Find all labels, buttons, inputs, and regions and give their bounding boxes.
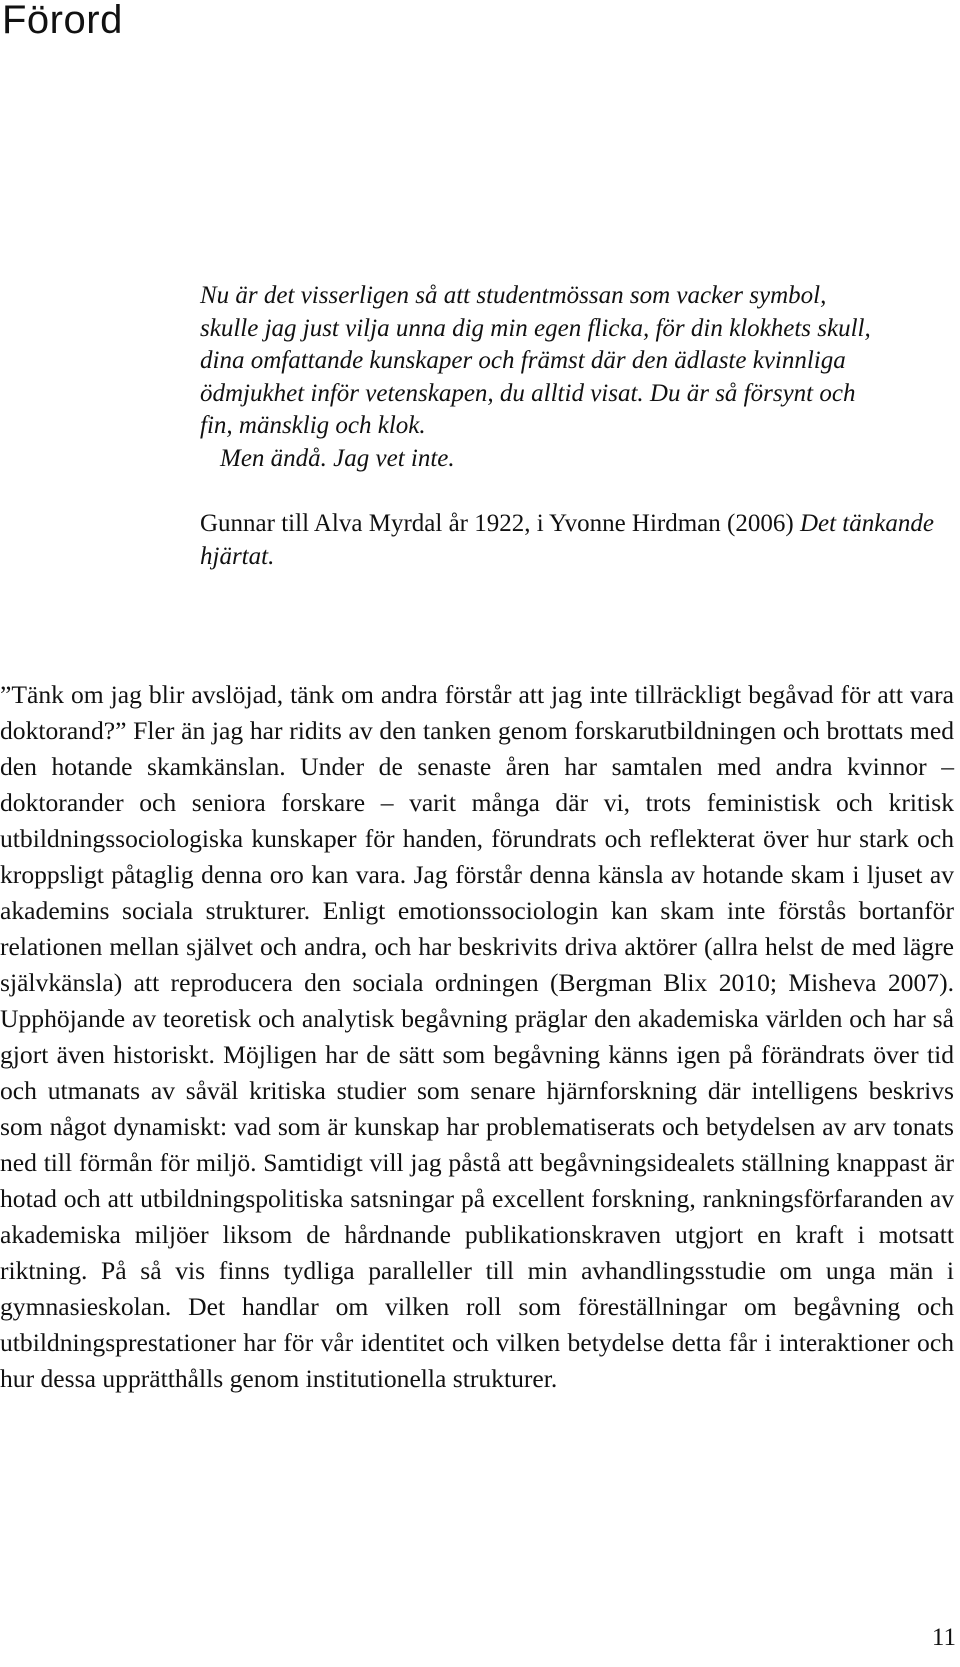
- attribution-text: Gunnar till Alva Myrdal år 1922, i Yvonne Hirdman (2006): [200, 510, 800, 537]
- epigraph-line: fin, mänsklig och klok.: [200, 412, 426, 439]
- epigraph-quote: [200, 280, 950, 475]
- epigraph-line: Nu är det visserligen så att studentmössan som vacker symbol,: [200, 282, 827, 309]
- epigraph-line: dina omfattande kunskaper och främst där den ädlaste kvinnliga: [200, 347, 846, 374]
- epigraph-line: skulle jag just vilja unna dig min egen flicka, för din klokhets skull,: [200, 314, 871, 342]
- epigraph-line: ödmjukhet inför vetenskapen, du alltid visat. Du är så försynt och: [200, 379, 856, 407]
- epigraph-closing-line: Men ändå. Jag vet inte.: [220, 444, 455, 472]
- attribution-work-title: Det tänkande hjärtat.: [200, 510, 934, 570]
- page-heading: Förord: [2, 0, 123, 42]
- body-paragraph: ”Tänk om jag blir avslöjad, tänk om andra förstår att jag inte tillräckligt begåvad för att vara doktorand?” Fler än jag har ridits av den tanken genom forskarutbildningen och brottats med den hotande skamkänslan. Under de senaste åren har samtalen med andra kvinnor – doktorander och seniora forskare – varit många där vi, trots feministisk och kritisk utbildningssociologiska kunskaper för handen, förundrats och reflekterat över hur stark och kroppsligt påtaglig denna oro kan vara. Jag förstår denna känsla av hotande skam i ljuset av akademins sociala strukturer. Enligt emotionssociologin kan skam inte förstås bortanför relationen mellan självet och andra, och har beskrivits driva aktörer (allra helst de med lägre självkänsla) att reproducera den sociala ordningen (Bergman Blix 2010; Misheva 2007). Upphöjande av teoretisk och analytisk begåvning präglar den akademiska världen och har så gjort även historiskt. Möjligen har de sätt som begåvning känns igen på förändrats över tid och utmanats av såväl kritiska studier som senare hjärnforskning där intelligens beskrivs som något dynamiskt: vad som är kunskap har problematiserats och betydelsen av arv tonats ned till förmån för miljö. Samtidigt vill jag påstå att begåvningsidealets ställning knappast är hotad och att utbildningspolitiska satsningar på excellent forskning, rankningsförfaranden av akademiska miljöer liksom de hårdnande publikationskraven utgjort en kraft i motsatt riktning. På så vis finns tydliga paralleller till min avhandlingsstudie om unga män i gymnasieskolan. Det handlar om vilken roll som föreställningar om begåvning och utbildningsprestationer har för vår identitet och vilken betydelse detta får i interaktioner och hur dessa upprätthålls genom institutionella strukturer.: [0, 680, 954, 1393]
- page-number: 11: [931, 1624, 956, 1651]
- epigraph-attribution: [200, 508, 950, 573]
